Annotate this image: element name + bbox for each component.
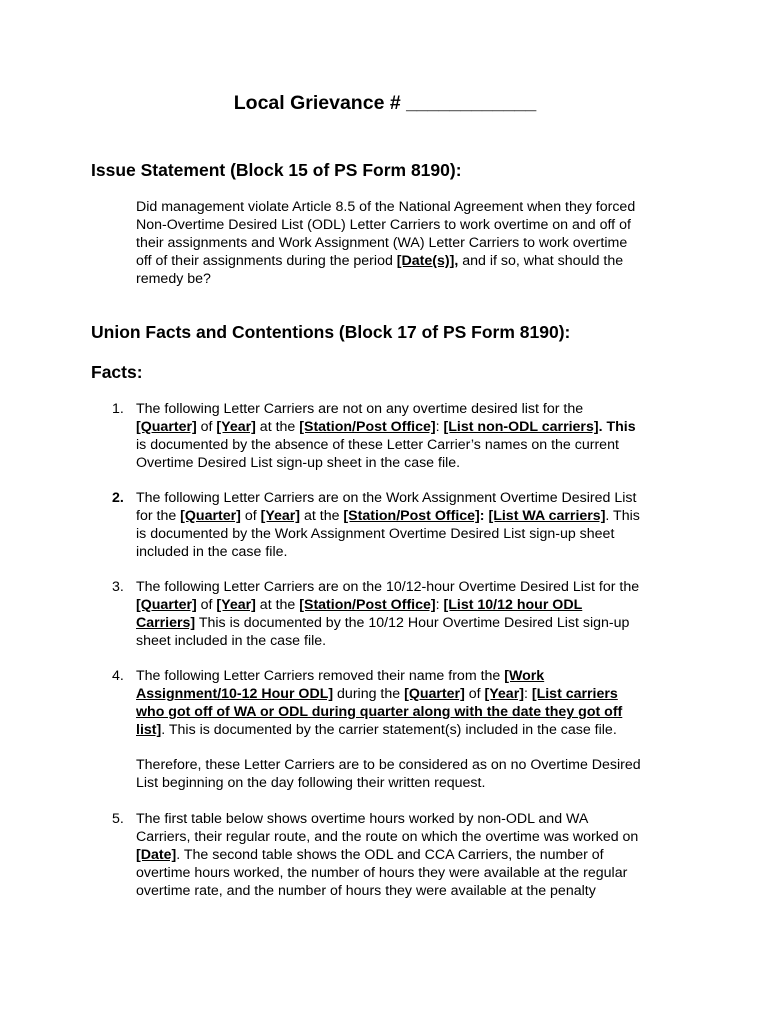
text-line: [136, 846, 676, 864]
text-line: [136, 507, 676, 525]
text-line: [136, 252, 676, 270]
placeholder-field: [Station/Post Office]: [343, 508, 480, 524]
list-item: [136, 810, 676, 900]
text-run: Did management violate Article 8.5 of the National Agreement when they forced: [136, 199, 636, 215]
text-run: Non-Overtime Desired List (ODL) Letter Carriers to work overtime on and off of: [136, 217, 631, 233]
placeholder-field: [Year]: [484, 686, 524, 702]
text-run: of: [196, 597, 217, 613]
text-run: Therefore, these Letter Carriers are to be considered as on no Overtime Desired: [136, 757, 641, 773]
text-run: is documented by the absence of these Letter Carrier’s names on the current: [136, 437, 619, 453]
text-line: [136, 198, 676, 216]
text-line: [136, 578, 676, 596]
text-line: [136, 596, 676, 614]
text-run: their assignments and Work Assignment (WA) Letter Carriers to work overtime: [136, 235, 628, 251]
placeholder-field: [List non-ODL carriers]: [443, 419, 599, 435]
text-run: :: [523, 686, 532, 702]
text-line: [136, 216, 676, 234]
text-line: [136, 632, 676, 650]
text-run: The following Letter Carriers are on the Work Assignment Overtime Desired List: [136, 490, 637, 506]
text-line: [136, 454, 676, 472]
text-run: for the: [136, 508, 181, 524]
placeholder-field: [Year]: [216, 419, 256, 435]
therefore-paragraph: [136, 756, 676, 792]
text-run: during the: [333, 686, 405, 702]
text-run: . This: [605, 508, 640, 524]
text-line: [136, 721, 676, 739]
text-run: The following Letter Carriers removed their name from the: [136, 668, 505, 684]
text-line: [136, 828, 676, 846]
placeholder-field: [Work: [504, 668, 545, 684]
page-title: Local Grievance # ____________: [233, 92, 537, 114]
list-item: [136, 667, 676, 739]
list-item-number: 4.: [112, 668, 124, 684]
list-item-number: 3.: [112, 579, 124, 595]
placeholder-field: who got off of WA or ODL during quarter along with the date they got off: [136, 704, 623, 720]
text-line: [136, 882, 676, 900]
text-run: . This is documented by the carrier statement(s) included in the case file.: [161, 722, 617, 738]
text-line: [136, 864, 676, 882]
text-line: [136, 418, 676, 436]
text-run: List beginning on the day following their written request.: [136, 775, 486, 791]
list-item-number: 2.: [112, 490, 124, 506]
text-run: overtime rate, and the number of hours they were available at the penalty: [136, 883, 596, 899]
text-run: . This: [598, 419, 636, 435]
list-item-number: 1.: [112, 401, 124, 417]
text-line: [136, 436, 676, 454]
placeholder-field: [List 10/12 hour ODL: [443, 597, 583, 613]
text-run: :: [435, 597, 444, 613]
text-line: [136, 810, 676, 828]
issue-statement-heading: Issue Statement (Block 15 of PS Form 8190):: [91, 160, 462, 180]
text-run: of: [464, 686, 485, 702]
placeholder-field: [Year]: [216, 597, 256, 613]
text-line: [136, 774, 676, 792]
text-line: [136, 525, 676, 543]
placeholder-field: [List carriers: [531, 686, 618, 702]
placeholder-field: Carriers]: [136, 615, 196, 631]
text-line: [136, 703, 676, 721]
text-run: :: [435, 419, 444, 435]
text-run: This is documented by the 10/12 Hour Overtime Desired List sign-up: [195, 615, 630, 631]
text-run: The following Letter Carriers are not on any overtime desired list for the: [136, 401, 584, 417]
list-item: [136, 578, 676, 650]
text-run: Overtime Desired List sign-up sheet in the case file.: [136, 455, 461, 471]
placeholder-field: [Station/Post Office]: [299, 419, 436, 435]
text-run: sheet included in the case file.: [136, 633, 327, 649]
text-run: at the: [255, 597, 300, 613]
text-line: [136, 270, 676, 288]
union-facts-heading: Union Facts and Contentions (Block 17 of PS Form 8190):: [91, 322, 571, 342]
placeholder-field: [Quarter]: [180, 508, 241, 524]
text-line: [136, 685, 676, 703]
placeholder-field: [List WA carriers]: [488, 508, 606, 524]
text-run: Carriers, their regular route, and the route on which the overtime was worked on: [136, 829, 639, 845]
text-run: and if so, what should the: [458, 253, 624, 269]
text-run: at the: [255, 419, 300, 435]
text-line: [136, 543, 676, 561]
placeholder-field: Assignment/10-12 Hour ODL]: [136, 686, 334, 702]
placeholder-field: [Year]: [260, 508, 301, 524]
text-run: The following Letter Carriers are on the 10/12-hour Overtime Desired List for the: [136, 579, 640, 595]
text-run: :: [479, 508, 489, 524]
placeholder-field: [Date(s)],: [396, 253, 459, 269]
text-run: at the: [300, 508, 344, 524]
placeholder-field: [Date]: [136, 847, 177, 863]
text-run: . The second table shows the ODL and CCA Carriers, the number of: [176, 847, 604, 863]
placeholder-field: [Quarter]: [136, 597, 197, 613]
placeholder-field: [Quarter]: [404, 686, 465, 702]
text-line: [136, 614, 676, 632]
text-run: The first table below shows overtime hours worked by non-ODL and WA: [136, 811, 589, 827]
text-run: overtime hours worked, the number of hours they were available at the regular: [136, 865, 628, 881]
placeholder-field: [Quarter]: [136, 419, 197, 435]
text-run: is documented by the Work Assignment Overtime Desired List sign-up sheet: [136, 526, 615, 542]
text-run: of: [240, 508, 261, 524]
text-line: [136, 489, 676, 507]
text-line: [136, 667, 676, 685]
list-item: [136, 489, 676, 561]
placeholder-field: list]: [136, 722, 162, 738]
text-run: of: [196, 419, 217, 435]
text-line: [136, 234, 676, 252]
facts-heading: Facts:: [91, 362, 143, 382]
text-run: included in the case file.: [136, 544, 288, 560]
placeholder-field: [Station/Post Office]: [299, 597, 436, 613]
text-line: [136, 756, 676, 774]
text-run: remedy be?: [136, 271, 211, 287]
list-item: [136, 400, 676, 472]
issue-statement-text: [136, 198, 676, 288]
text-run: off of their assignments during the period: [136, 253, 397, 269]
text-line: [136, 400, 676, 418]
list-item-number: 5.: [112, 811, 124, 827]
